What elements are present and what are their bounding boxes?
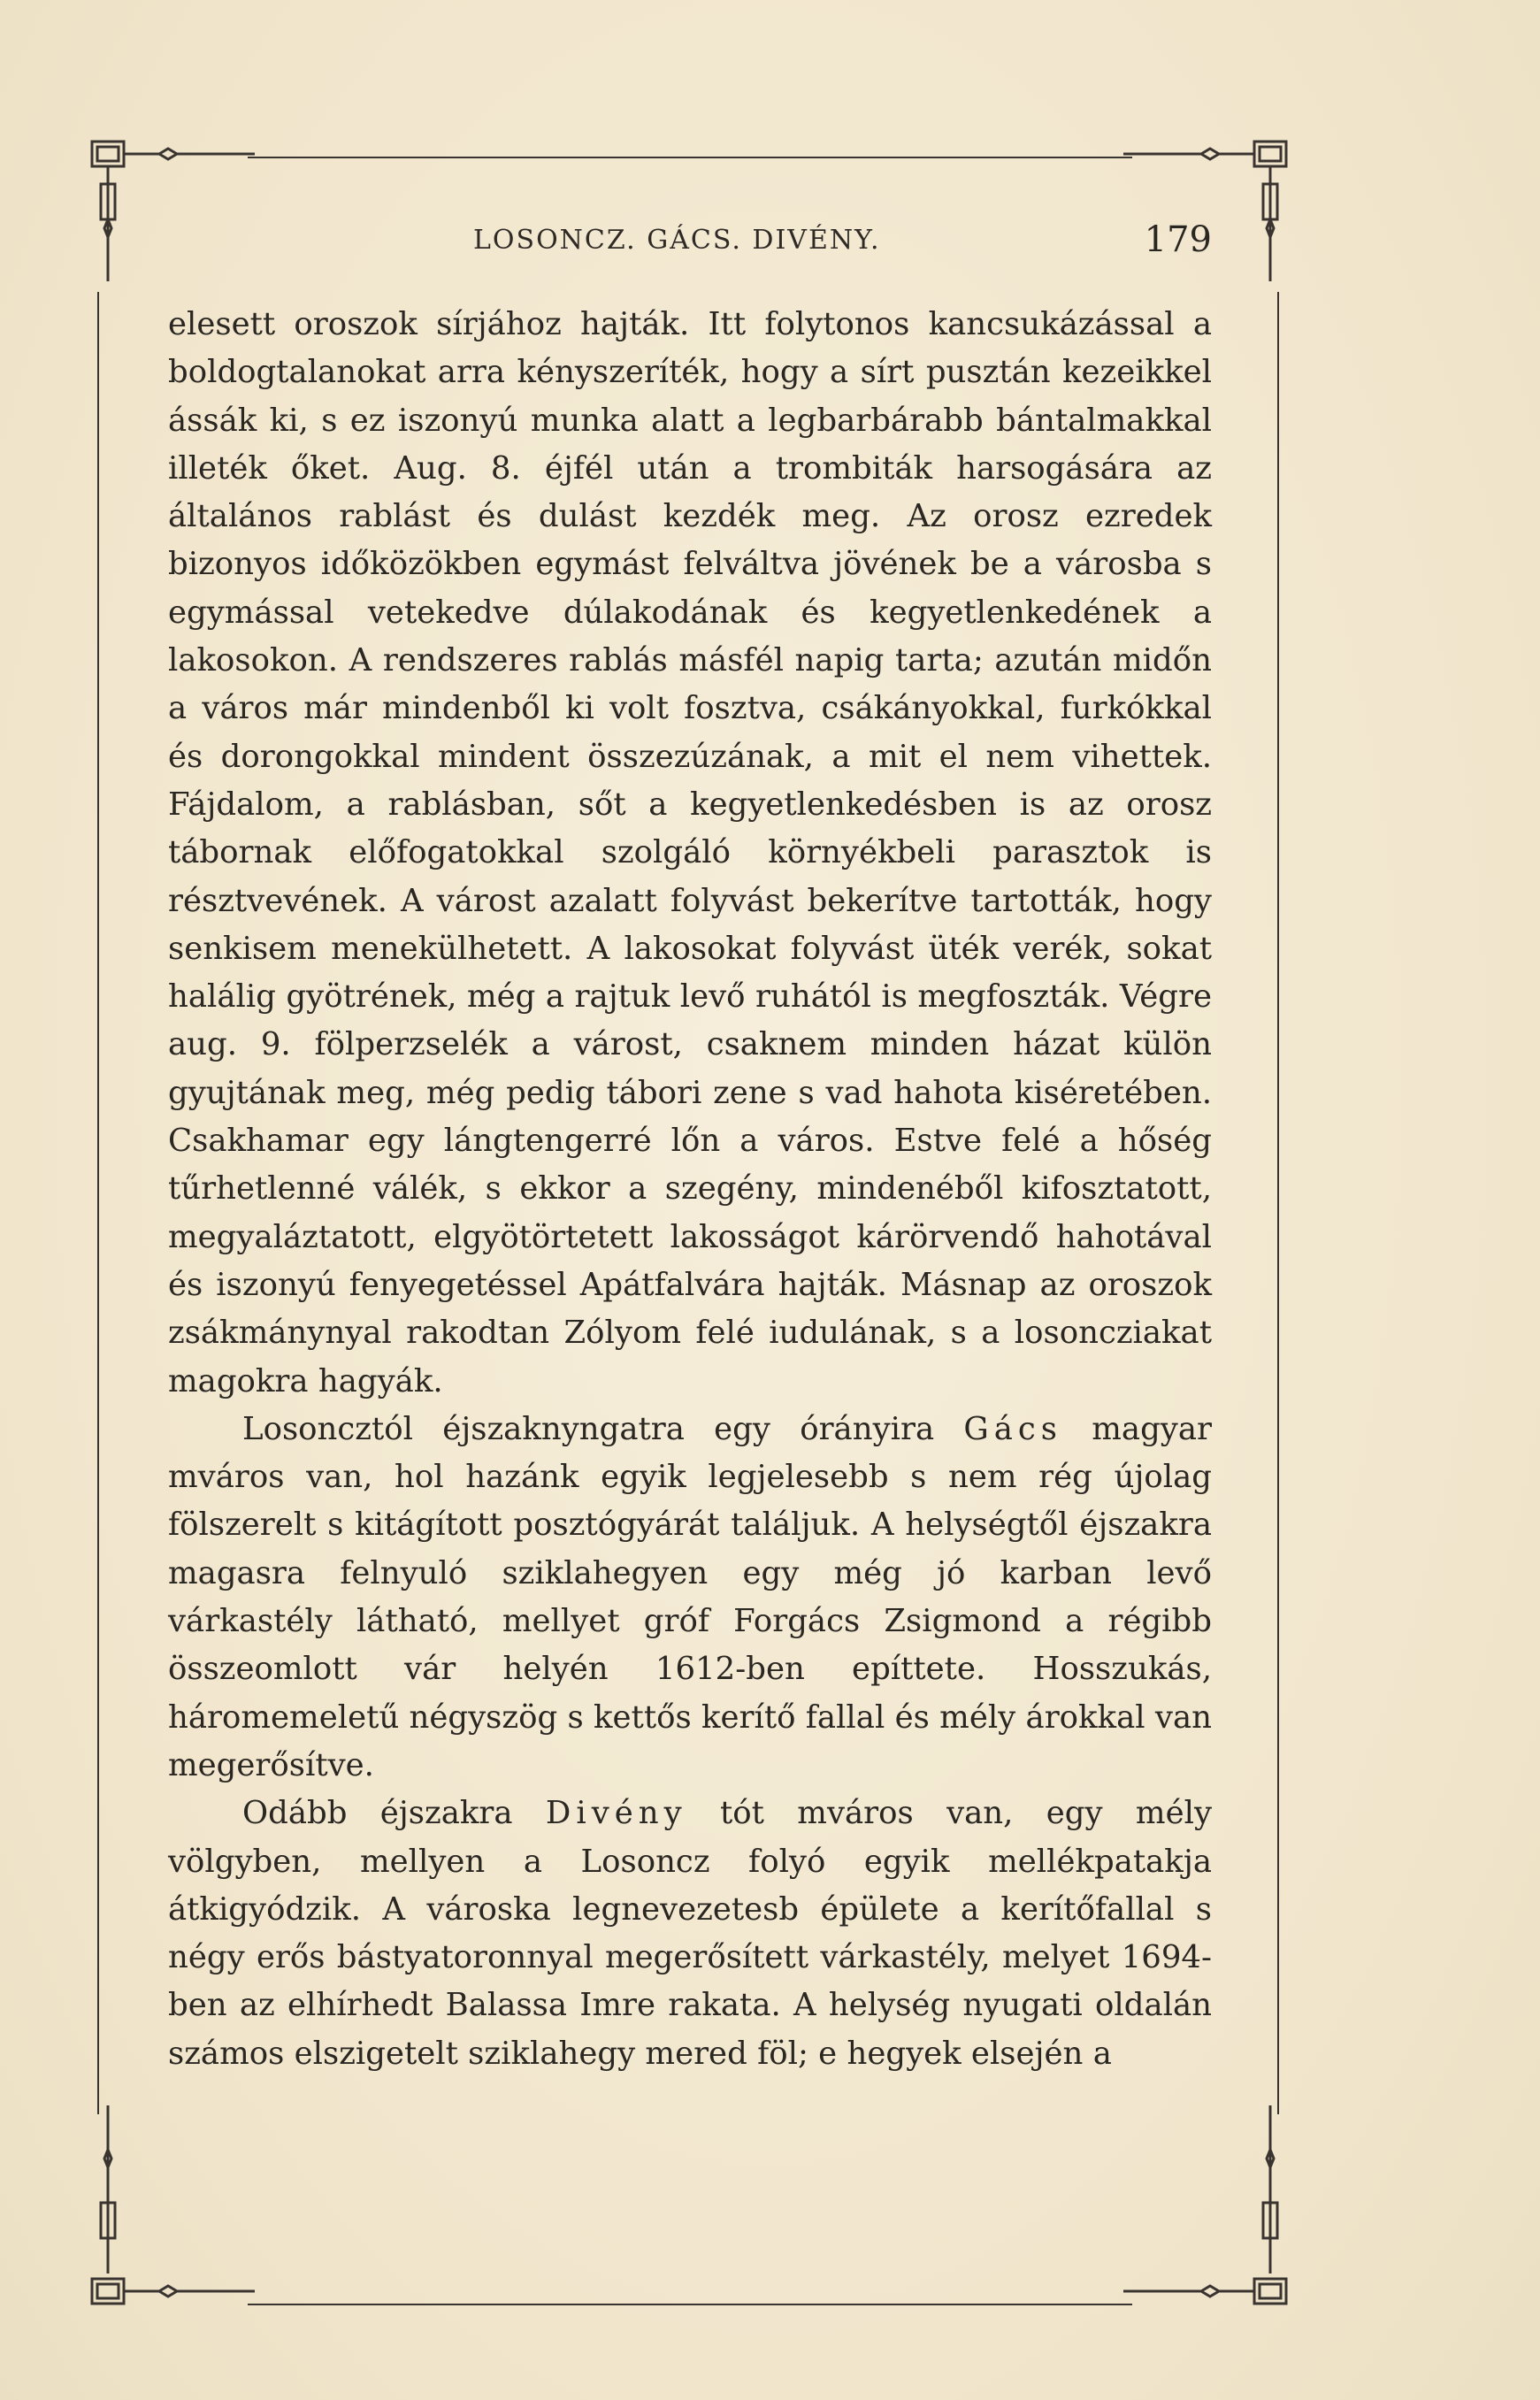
paragraph-1-text: elesett oroszok sírjához hajták. Itt folytonos kancsukázással a boldogtalanokat arra kényszeríték, hogy a sírt pusztán kezeikkel ássák ki, s ez iszonyú munka alatt a legbarbárabb bántalmakkal illeték őket. Aug. 8. éjfél után a trombiták harsogására az általános rablást és dulást kezdék meg. Az orosz ezredek bizonyos időközökben egymást felváltva jövének be a városba s egymással vetekedve dúlakodának és kegyetlenkedének a lakosokon. A rendszeres rablás másfél napig tarta; azután midőn a város már mindenből ki volt fosztva, csákányokkal, furkókkal és dorongokkal mindent összezúzának, a mit el nem vihettek. Fájdalom, a rablásban, sőt a kegyetlenkedésben is az orosz tábornak előfogatokkal szolgáló környékbeli parasztok is résztvevének. A várost azalatt folyvást bekerítve tartották, hogy senkisem menekülhetett. A lakosokat folyvást üték verék, sokat halálig gyötrének, még a rajtuk levő ruhától is megfoszták. Végre aug. 9. fölperzselék a várost, csaknem minden házat külön gyujtának meg, még pedig tábori zene s vad hahota kiséretében. Csakhamar egy lángtengerré lőn a város. Estve felé a hőség tűrhetlenné válék, s ekkor a szegény, mindenéből kifosztatott, megyaláztatott, elgyötörtetett lakosságot kárörvendő hahotával és iszonyú fenyegetéssel Apátfalvára hajták. Másnap az oroszok zsákmánynyal rakodtan Zólyom felé iudulának, s a losoncziakat magokra hagyák.	[168, 306, 1212, 1399]
frame-right-rule	[1277, 292, 1279, 2114]
paragraph-1	[168, 301, 1212, 1406]
page-header	[168, 219, 1212, 272]
running-head: LOSONCZ. GÁCS. DIVÉNY.	[473, 225, 881, 256]
paragraph-3-lead: Odább éjszakra	[242, 1795, 546, 1832]
paragraph-2-lead: Losoncztól éjszaknyngatra egy órányira	[242, 1410, 964, 1447]
place-name-gacs: Gács	[963, 1410, 1062, 1447]
page-number: 179	[1144, 219, 1212, 260]
corner-ornament-bottom-right-icon	[1123, 2105, 1300, 2318]
place-name-diveny: Divény	[545, 1795, 687, 1832]
frame-bottom-rule	[248, 2304, 1132, 2305]
paragraph-2	[168, 1406, 1212, 1790]
corner-ornament-bottom-left-icon	[78, 2105, 255, 2318]
body-text	[168, 301, 1212, 2078]
paragraph-3	[168, 1790, 1212, 2078]
paragraph-3-rest: tót mváros van, egy mély völgyben, mellyen a Losoncz folyó egyik mellékpatakja átkigyódzik. A városka legnevezetesb épülete a kerítőfallal s négy erős bástyatoronnyal megerősített várkastély, melyet 1694-ben az elhírhedt Balassa Imre rakata. A helység nyugati oldalán számos elszigetelt sziklahegy mered föl; e hegyek elsején a	[168, 1795, 1213, 2072]
frame-top-rule	[248, 157, 1132, 158]
paragraph-2-rest: magyar mváros van, hol hazánk egyik legjelesebb s nem rég újolag fölszerelt s kitágított posztógyárát találjuk. A helységtől éjszakra magasra felnyuló sziklahegyen egy még jó karban levő várkastély látható, mellyet gróf Forgács Zsigmond a régibb összeomlott vár helyén 1612-ben epíttete. Hosszukás, háromemeletű négyszög s kettős kerítő fallal és mély árokkal van megerősítve.	[168, 1410, 1212, 1783]
frame-left-rule	[97, 292, 99, 2114]
